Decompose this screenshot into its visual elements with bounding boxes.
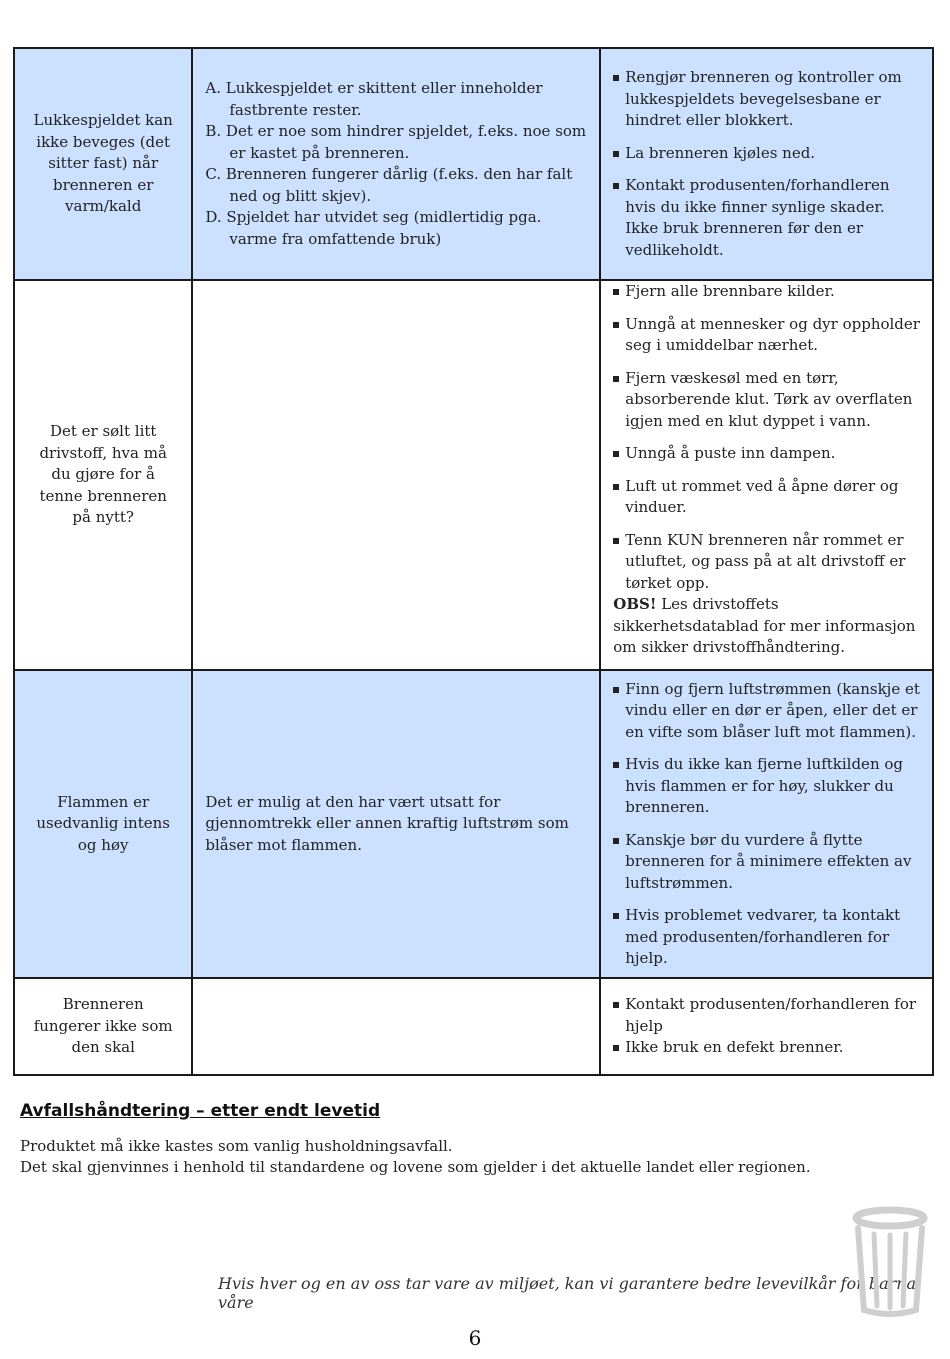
list-item: A. Lukkespjeldet er skittent eller inneholder fastbrente rester. — [205, 79, 543, 119]
environment-slogan: Hvis hver og en av oss tar vare av miljøet, kan vi garantere bedre levevilkår for barna våre — [218, 1274, 917, 1312]
square-bullet-icon — [613, 322, 619, 328]
square-bullet-icon — [613, 451, 619, 457]
list-item: Rengjør brenneren og kontroller om lukkespjeldets bevegelsesbane er hindret eller blokkert. — [613, 67, 920, 132]
list-item: D. Spjeldet har utvidet seg (midlertidig pga. varme fra omfattende bruk) — [205, 208, 542, 248]
list-item: Kontakt produsenten/forhandleren hvis du ikke finner synlige skader. Ikke bruk brenneren før den er vedlikeholdt. — [613, 175, 920, 261]
list-item: Finn og fjern luftstrømmen (kanskje et vindu eller en dør er åpen, eller det er en vifte som blåser luft mot flammen). — [613, 679, 920, 744]
table-row — [14, 280, 933, 670]
list-item: C. Brenneren fungerer dårlig (f.eks. den har falt ned og blitt skjev). — [205, 165, 573, 205]
square-bullet-icon — [613, 538, 619, 544]
cause-list — [205, 78, 587, 250]
solution-list — [613, 994, 920, 1059]
disposal-paragraph: Produktet må ikke kastes som vanlig husholdningsavfall. Det skal gjenvinnes i henhold til standardene og lovene som gjelder i det aktuelle landet eller regionen. — [20, 1137, 811, 1176]
list-item: B. Det er noe som hindrer spjeldet, f.eks. noe som er kastet på brenneren. — [205, 122, 587, 162]
square-bullet-icon — [613, 183, 619, 189]
square-bullet-icon — [613, 687, 619, 693]
solution-list — [613, 679, 920, 970]
cause-cell — [192, 978, 600, 1075]
square-bullet-icon — [613, 1045, 619, 1051]
cause-cell — [192, 280, 600, 670]
solution-cell — [600, 670, 933, 978]
square-bullet-icon — [613, 838, 619, 844]
square-bullet-icon — [613, 151, 619, 157]
solution-list — [613, 281, 920, 594]
list-item: Fjern alle brennbare kilder. — [613, 281, 920, 303]
solution-cell — [600, 48, 933, 280]
list-item: Fjern væskesøl med en tørr, absorberende klut. Tørk av overflaten igjen med en klut dyppet i vann. — [613, 368, 920, 433]
list-item: Luft ut rommet ved å åpne dører og vinduer. — [613, 476, 920, 519]
square-bullet-icon — [613, 376, 619, 382]
square-bullet-icon — [613, 913, 619, 919]
list-item: Tenn KUN brenneren når rommet er utluftet, og pass på at alt drivstoff er tørket opp. — [613, 530, 920, 595]
safety-note: OBS! Les drivstoffets sikkerhetsdatablad for mer informasjon om sikker drivstoffhåndtering. — [613, 595, 916, 656]
solution-list — [613, 67, 920, 261]
list-item: Unngå at mennesker og dyr oppholder seg i umiddelbar nærhet. — [613, 314, 920, 357]
list-item: Kanskje bør du vurdere å flytte brenneren for å minimere effekten av luftstrømmen. — [613, 830, 920, 895]
solution-cell — [600, 280, 933, 670]
table-row — [14, 670, 933, 978]
square-bullet-icon — [613, 289, 619, 295]
problem-cell: Brenneren fungerer ikke som den skal — [14, 978, 192, 1075]
problem-cell: Lukkespjeldet kan ikke beveges (det sitter fast) når brenneren er varm/kald — [14, 48, 192, 280]
page-number: 6 — [468, 1326, 482, 1350]
solution-cell — [600, 978, 933, 1075]
table-row — [14, 978, 933, 1075]
list-item: Ikke bruk en defekt brenner. — [613, 1037, 920, 1059]
list-item: Kontakt produsenten/forhandleren for hjelp — [613, 994, 920, 1037]
table-row — [14, 48, 933, 280]
list-item: Hvis du ikke kan fjerne luftkilden og hvis flammen er for høy, slukker du brenneren. — [613, 754, 920, 819]
square-bullet-icon — [613, 484, 619, 490]
problem-cell: Det er sølt litt drivstoff, hva må du gjøre for å tenne brenneren på nytt? — [14, 280, 192, 670]
square-bullet-icon — [613, 75, 619, 81]
square-bullet-icon — [613, 1002, 619, 1008]
cause-cell — [192, 48, 600, 280]
troubleshooting-table — [13, 47, 934, 1076]
problem-cell: Flammen er usedvanlig intens og høy — [14, 670, 192, 978]
square-bullet-icon — [613, 762, 619, 768]
list-item: La brenneren kjøles ned. — [613, 143, 920, 165]
cause-cell: Det er mulig at den har vært utsatt for gjennomtrekk eller annen kraftig luftstrøm som blåser mot flammen. — [192, 670, 600, 978]
trash-bin-icon — [850, 1206, 930, 1318]
list-item: Hvis problemet vedvarer, ta kontakt med produsenten/forhandleren for hjelp. — [613, 905, 920, 970]
list-item: Unngå å puste inn dampen. — [613, 443, 920, 465]
section-heading: Avfallshåndtering – etter endt levetid — [20, 1101, 381, 1121]
